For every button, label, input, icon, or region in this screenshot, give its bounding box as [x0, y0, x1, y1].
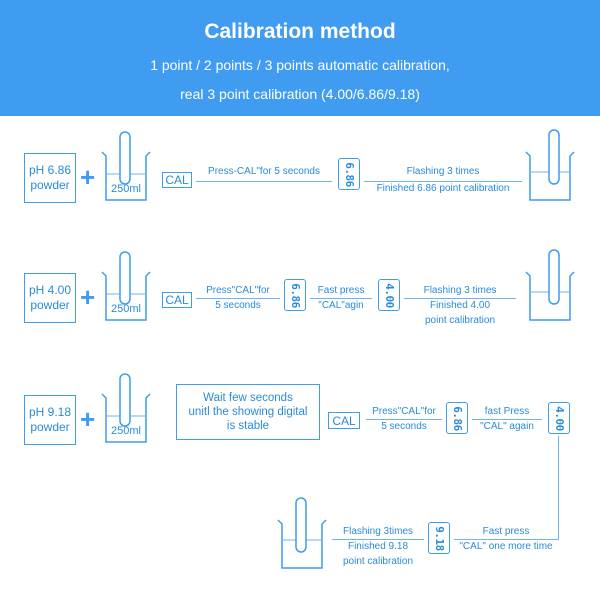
powder-label: pH 4.00	[28, 283, 72, 297]
step-finished: Finished 4.00	[429, 300, 491, 311]
powder-label: pH 6.86	[28, 163, 72, 177]
cal-button: CAL	[162, 172, 192, 188]
arrow-line	[196, 298, 280, 299]
beaker-volume-label: 250ml	[111, 303, 141, 315]
arrow-line	[310, 298, 372, 299]
lcd-display	[338, 158, 360, 190]
powder-label: powder	[30, 298, 70, 312]
step-flashing: Flashing 3times	[342, 526, 414, 537]
subtitle-line2: real 3 point calibration (4.00/6.86/9.18)	[180, 86, 420, 102]
step-press-cal-duration: 5 seconds	[215, 300, 261, 311]
cal-button: CAL	[328, 412, 360, 429]
step-press-cal: Press"CAL"for	[372, 406, 436, 417]
arrow-line	[364, 181, 522, 182]
beaker-with-electrode-icon	[276, 496, 326, 570]
powder-label: pH 9.18	[28, 405, 72, 419]
plus-icon: +	[80, 162, 96, 192]
step-press-cal: Press"CAL"for	[206, 285, 270, 296]
step-fast-press-cal: "CAL" again	[480, 421, 534, 432]
ph686-powder-box	[24, 153, 76, 203]
step-press-cal-duration: 5 seconds	[381, 421, 427, 432]
connector-line	[454, 539, 559, 540]
ph918-powder-box	[24, 395, 76, 445]
lcd-value: 6.86	[342, 161, 356, 187]
powder-label: powder	[30, 420, 70, 434]
header-banner	[0, 0, 600, 116]
step-fast-press-cal: "CAL"agin	[318, 300, 364, 311]
step-fast-press: Fast press	[482, 526, 530, 537]
arrow-line	[404, 298, 516, 299]
lcd-value: 6.86	[288, 282, 302, 308]
wait-text: Wait few seconds	[203, 392, 293, 404]
page-title: Calibration method	[204, 20, 396, 43]
lcd-display	[548, 402, 570, 434]
step-fast-press: Fast press	[317, 285, 365, 296]
step-finished-detail: point calibration	[424, 315, 496, 326]
arrow-line	[366, 419, 442, 420]
powder-label: powder	[30, 178, 70, 192]
plus-icon: +	[80, 404, 96, 434]
step-flashing: Flashing 3 times	[423, 285, 497, 296]
step-flashing: Flashing 3 times	[406, 166, 480, 177]
lcd-value: 4.00	[552, 405, 566, 431]
step-finished-detail: point calibration	[342, 556, 414, 567]
lcd-value: 6.86	[450, 405, 464, 431]
cal-button: CAL	[162, 292, 192, 308]
wait-text: is stable	[226, 420, 270, 432]
subtitle-line1: 1 point / 2 points / 3 points automatic calibration,	[150, 57, 450, 73]
arrow-line	[196, 181, 332, 182]
wait-text: unitl the showing digital	[188, 406, 308, 418]
wait-stable-box	[176, 384, 320, 440]
step-fast-press-more: "CAL" one more time	[459, 541, 553, 552]
beaker-with-electrode-icon	[524, 248, 574, 322]
step-finished: Finished 6.86 point calibration	[376, 183, 510, 194]
lcd-value: 9.18	[432, 525, 446, 551]
lcd-value: 4.00	[382, 282, 396, 308]
beaker-with-electrode-icon	[524, 128, 574, 202]
step-press-cal: Press-CAL"for 5 seconds	[208, 166, 320, 177]
arrow-line	[332, 539, 424, 540]
beaker-volume-label: 250ml	[111, 425, 141, 437]
lcd-display	[446, 402, 468, 434]
arrow-line	[472, 419, 542, 420]
lcd-display	[428, 522, 450, 554]
lcd-display	[378, 279, 400, 311]
step-finished: Finished 9.18	[347, 541, 409, 552]
lcd-display	[284, 279, 306, 311]
beaker-volume-label: 250ml	[111, 183, 141, 195]
ph400-powder-box	[24, 273, 76, 323]
connector-line	[558, 436, 559, 540]
step-fast-press: fast Press	[484, 406, 530, 417]
plus-icon: +	[80, 282, 96, 312]
